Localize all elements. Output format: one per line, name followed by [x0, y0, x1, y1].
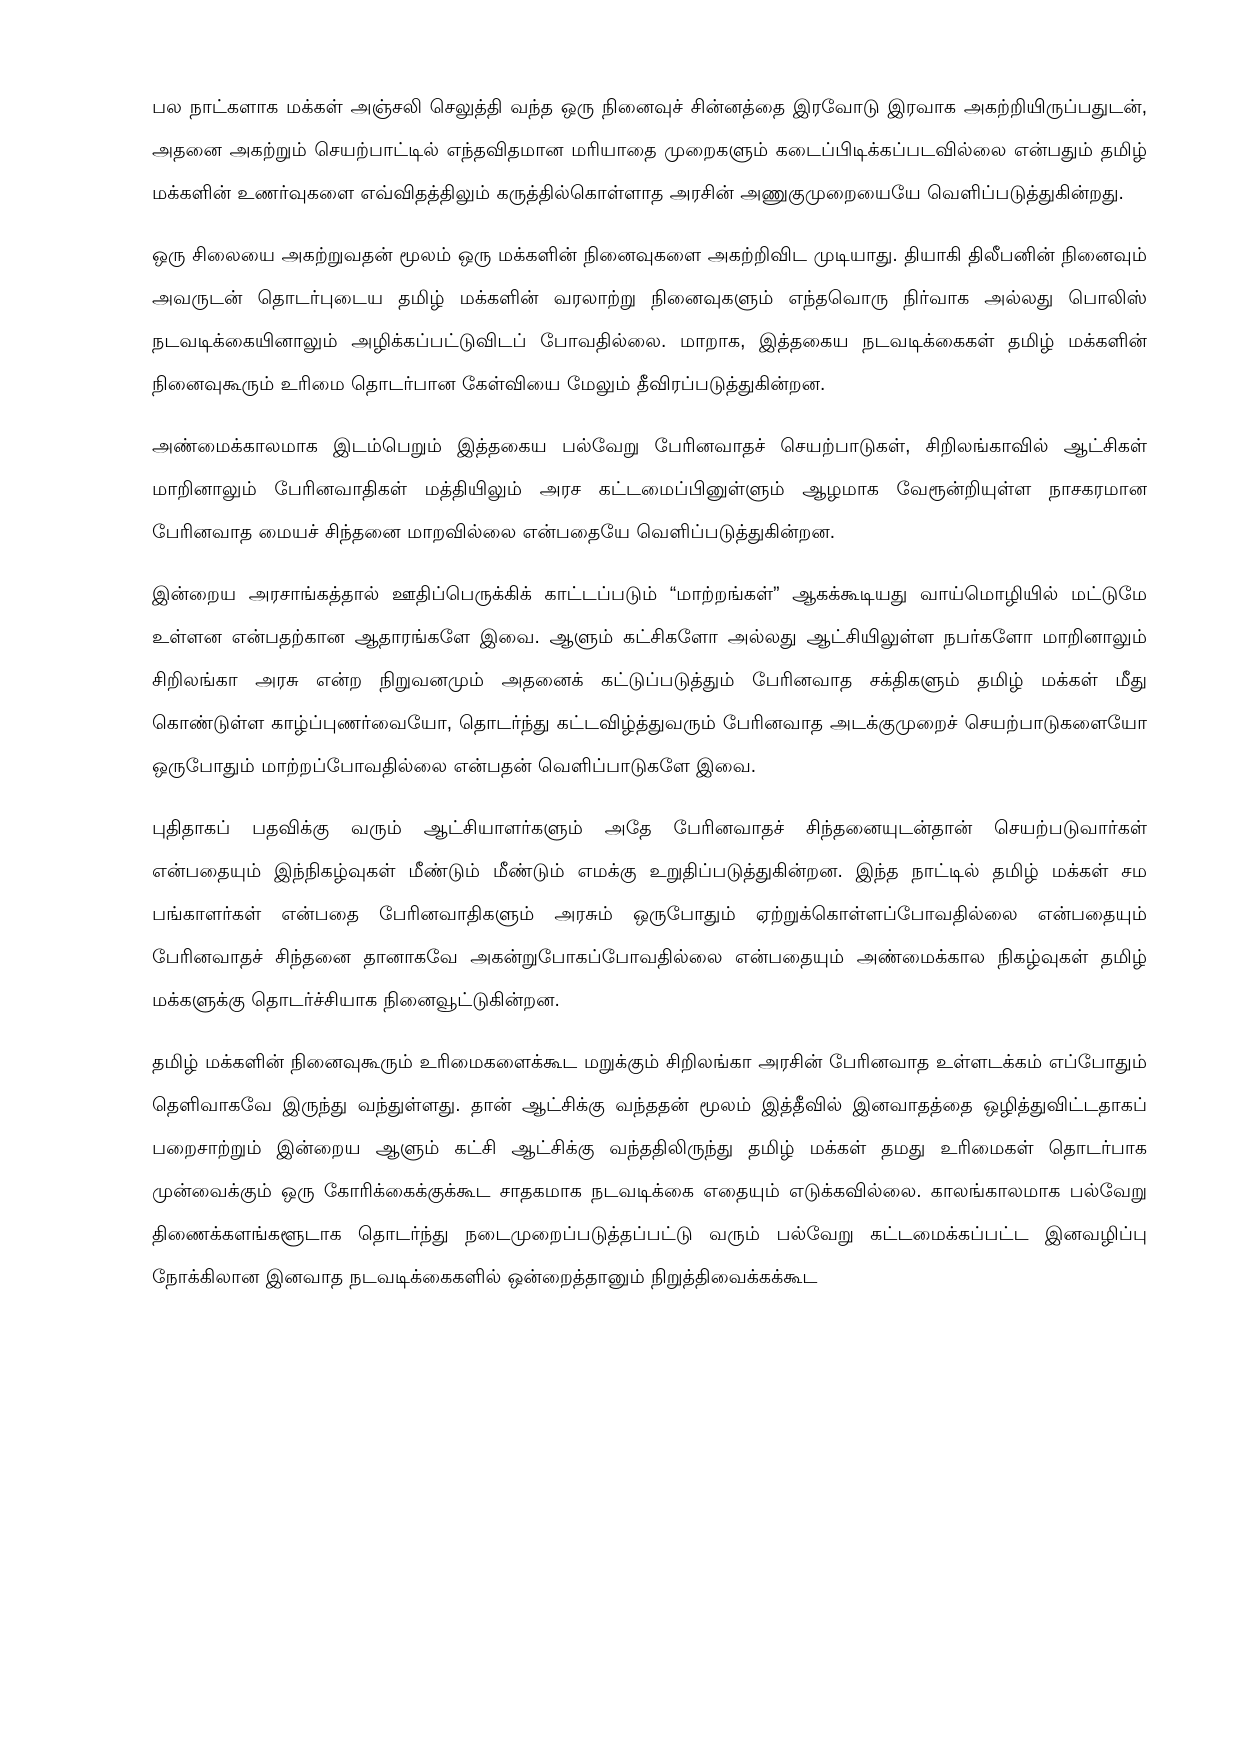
paragraph-3: அண்மைக்காலமாக இடம்பெறும் இத்தகைய பல்வேறு பேரினவாதச் செயற்பாடுகள், சிறிலங்காவில் ஆட்சிகள் மாறினாலும் பேரினவாதிகள் மத்தியிலும் அரச கட்டமைப்பினுள்ளும் ஆழமாக வேரூன்றியுள்ள நாசகரமான பேரினவாத மையச் சிந்தனை மாறவில்லை என்பதையே வெளிப்படுத்துகின்றன. — [152, 436, 1147, 543]
paragraph-1: பல நாட்களாக மக்கள் அஞ்சலி செலுத்தி வந்த ஒரு நினைவுச் சின்னத்தை இரவோடு இரவாக அகற்றியிருப்பதுடன், அதனை அகற்றும் செயற்பாட்டில் எந்தவிதமான மரியாதை முறைகளும் கடைப்பிடிக்கப்படவில்லை என்பதும் தமிழ் மக்களின் உணர்வுகளை எவ்விதத்திலும் கருத்தில்கொள்ளாத அரசின் அணுகுமுறையையே வெளிப்படுத்துகின்றது. — [152, 97, 1147, 204]
document-page — [152, 86, 1147, 1299]
paragraph-2: ஒரு சிலையை அகற்றுவதன் மூலம் ஒரு மக்களின் நினைவுகளை அகற்றிவிட முடியாது. தியாகி திலீபனின் நினைவும் அவருடன் தொடர்புடைய தமிழ் மக்களின் வரலாற்று நினைவுகளும் எந்தவொரு நிர்வாக அல்லது பொலிஸ் நடவடிக்கையினாலும் அழிக்கப்பட்டுவிடப் போவதில்லை. மாறாக, இத்தகைய நடவடிக்கைகள் தமிழ் மக்களின் நினைவுகூரும் உரிமை தொடர்பான கேள்வியை மேலும் தீவிரப்படுத்துகின்றன. — [152, 245, 1147, 395]
paragraph-4: இன்றைய அரசாங்கத்தால் ஊதிப்பெருக்கிக் காட்டப்படும் “மாற்றங்கள்” ஆகக்கூடியது வாய்மொழியில் மட்டுமே உள்ளன என்பதற்கான ஆதாரங்களே இவை. ஆளும் கட்சிகளோ அல்லது ஆட்சியிலுள்ள நபர்களோ மாறினாலும் சிறிலங்கா அரசு என்ற நிறுவனமும் அதனைக் கட்டுப்படுத்தும் பேரினவாத சக்திகளும் தமிழ் மக்கள் மீது கொண்டுள்ள காழ்ப்புணர்வையோ, தொடர்ந்து கட்டவிழ்த்துவரும் பேரினவாத அடக்குமுறைச் செயற்பாடுகளையோ ஒருபோதும் மாற்றப்போவதில்லை என்பதன் வெளிப்பாடுகளே இவை. — [152, 584, 1147, 777]
paragraph-6: தமிழ் மக்களின் நினைவுகூரும் உரிமைகளைக்கூட மறுக்கும் சிறிலங்கா அரசின் பேரினவாத உள்ளடக்கம் எப்போதும் தெளிவாகவே இருந்து வந்துள்ளது. தான் ஆட்சிக்கு வந்ததன் மூலம் இத்தீவில் இனவாதத்தை ஒழித்துவிட்டதாகப் பறைசாற்றும் இன்றைய ஆளும் கட்சி ஆட்சிக்கு வந்ததிலிருந்து தமிழ் மக்கள் தமது உரிமைகள் தொடர்பாக முன்வைக்கும் ஒரு கோரிக்கைக்குக்கூட சாதகமாக நடவடிக்கை எதையும் எடுக்கவில்லை. காலங்காலமாக பல்வேறு திணைக்களங்களூடாக தொடர்ந்து நடைமுறைப்படுத்தப்பட்டு வரும் பல்வேறு கட்டமைக்கப்பட்ட இனவழிப்பு நோக்கிலான இனவாத நடவடிக்கைகளில் ஒன்றைத்தானும் நிறுத்திவைக்கக்கூட — [152, 1052, 1147, 1288]
paragraph-5: புதிதாகப் பதவிக்கு வரும் ஆட்சியாளர்களும் அதே பேரினவாதச் சிந்தனையுடன்தான் செயற்படுவார்கள் என்பதையும் இந்நிகழ்வுகள் மீண்டும் மீண்டும் எமக்கு உறுதிப்படுத்துகின்றன. இந்த நாட்டில் தமிழ் மக்கள் சம பங்காளர்கள் என்பதை பேரினவாதிகளும் அரசும் ஒருபோதும் ஏற்றுக்கொள்ளப்போவதில்லை என்பதையும் பேரினவாதச் சிந்தனை தானாகவே அகன்றுபோகப்போவதில்லை என்பதையும் அண்மைக்கால நிகழ்வுகள் தமிழ் மக்களுக்கு தொடர்ச்சியாக நினைவூட்டுகின்றன. — [152, 818, 1147, 1011]
